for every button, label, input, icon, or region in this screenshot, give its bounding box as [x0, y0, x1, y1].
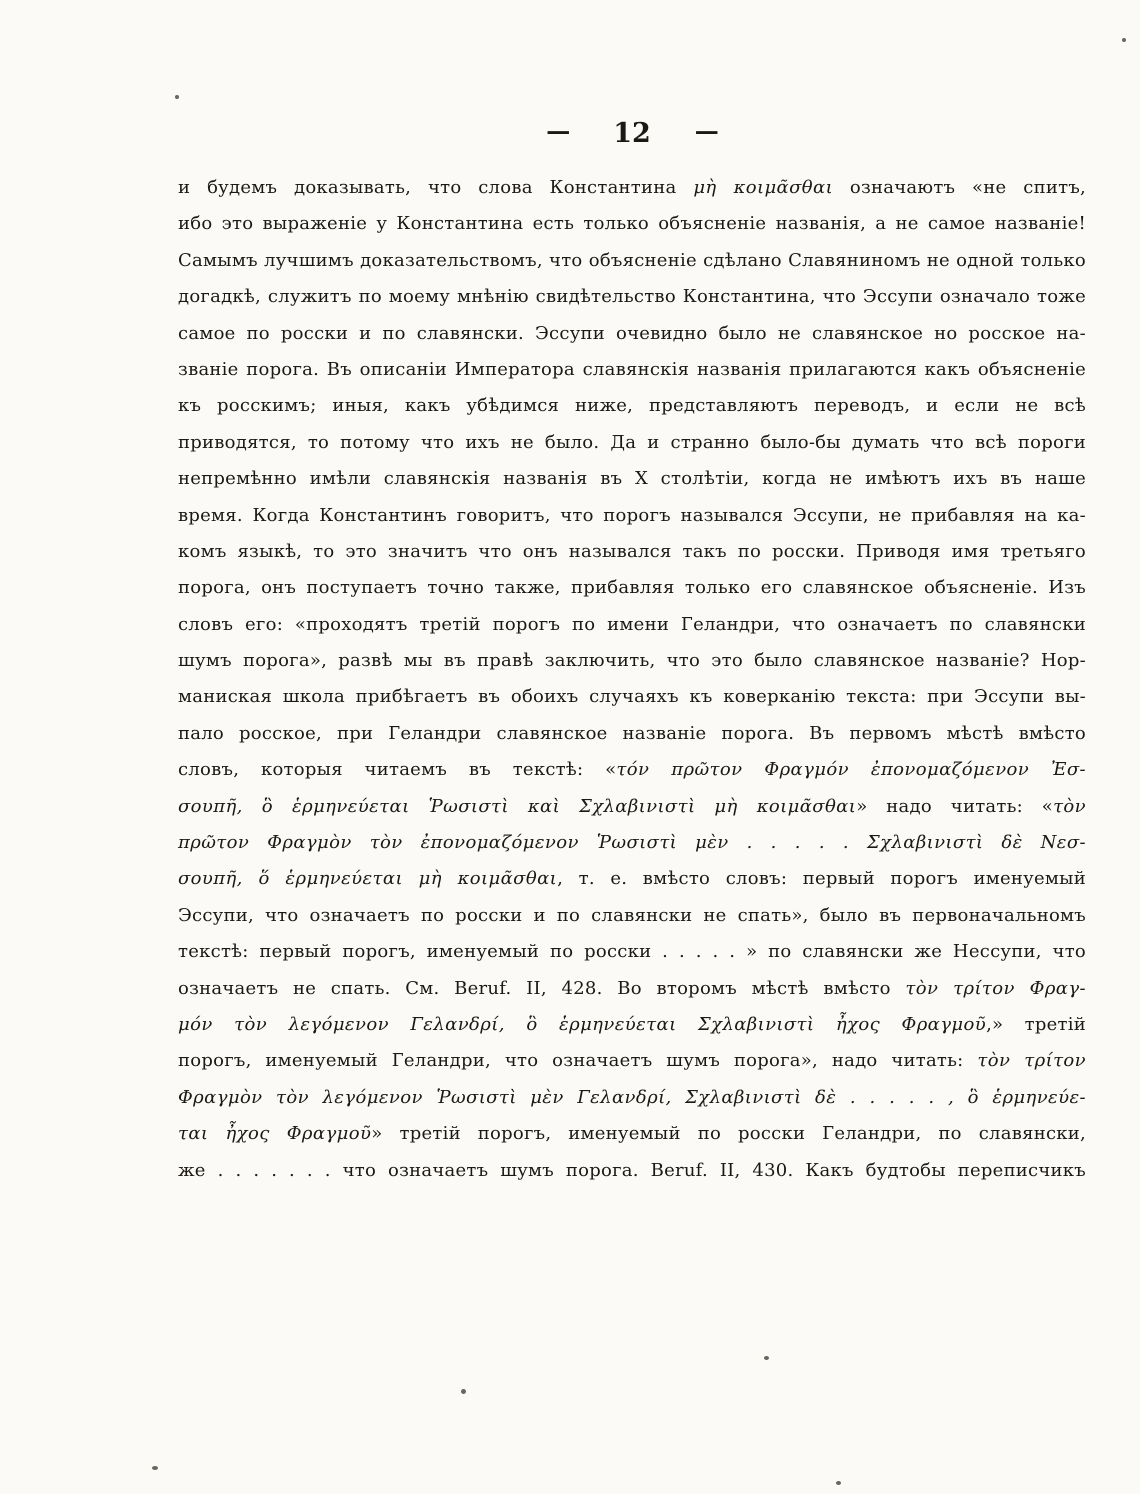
text-segment: самое по росски и по славянски. Эссупи очевидно было не славянское но росское на-: [178, 322, 1086, 344]
greek-phrase: τὸν τρίτον Φραγ-: [905, 977, 1086, 999]
text-segment: означаютъ «не спитъ,: [833, 177, 1086, 198]
text-segment: пало росское, при Геландри славянское названіе порога. Въ первомъ мѣстѣ вмѣсто: [178, 722, 1086, 744]
page-number: 12: [613, 118, 651, 149]
text-segment: же . . . . . . . что означаетъ шумъ порога. Beruf. II, 430. Какъ будтобы переписчикъ: [178, 1159, 1086, 1181]
text-line: [178, 752, 1086, 788]
text-line: [178, 279, 1086, 315]
greek-phrase: σουπῆ, ὃ ἑρμηνεύεται Ῥωσιστὶ καὶ Σχλαβινιστὶ μὴ κοιμᾶσθαι: [178, 795, 857, 817]
text-line: [178, 570, 1086, 606]
text-line: [178, 934, 1086, 970]
text-segment: къ росскимъ; иныя, какъ убѣдимся ниже, представляютъ переводъ, и если не всѣ: [178, 395, 1086, 417]
text-line: [178, 461, 1086, 497]
text-segment: званіе порога. Въ описаніи Императора славянскія названія прилагаются какъ объясненіе: [178, 358, 1086, 380]
text-line: [178, 679, 1086, 715]
scan-speck: [1122, 38, 1126, 42]
text-line: [178, 789, 1086, 825]
text-segment: комъ языкѣ, то это значитъ что онъ назывался такъ по росски. Приводя имя третьяго: [178, 540, 1086, 562]
text-line: [178, 170, 1086, 206]
text-segment: Эссупи, что означаетъ по росски и по славянски не спать», было въ первоначальномъ: [178, 904, 1086, 926]
scan-speck: [175, 95, 179, 99]
text-line: [178, 1153, 1086, 1189]
text-segment: порога, онъ поступаетъ точно также, прибавляя только его славянское объясненіе. Изъ: [178, 577, 1086, 599]
text-line: [178, 861, 1086, 897]
header-left-dash: —: [546, 116, 570, 145]
scan-speck: [152, 1466, 158, 1470]
text-line: [178, 607, 1086, 643]
text-segment: » надо читать: «: [856, 795, 1054, 817]
text-segment: , т. е. вмѣсто словъ: первый порогъ именуемый: [557, 868, 1087, 890]
text-line: [178, 206, 1086, 242]
text-line: [178, 498, 1086, 534]
greek-phrase: Φραγμὸν τὸν λεγόμενον Ῥωσιστὶ μὲν Γελανδρί, Σχλαβινιστὶ δὲ . . . . . , ὃ ἑρμηνεύε-: [178, 1086, 1086, 1108]
greek-phrase: τὸν τρίτον: [977, 1050, 1087, 1072]
text-line: [178, 316, 1086, 352]
text-line: [178, 388, 1086, 424]
text-line: [178, 352, 1086, 388]
greek-phrase: μόν τὸν λεγόμενον Γελανδρί, ὃ ἑρμηνεύεται Σχλαβινιστὶ ἦχος Φραγμοῦ: [178, 1013, 987, 1035]
text-segment: и будемъ доказывать, что слова Константина: [178, 177, 694, 198]
text-line: [178, 825, 1086, 861]
greek-phrase: πρῶτον Φραγμὸν τὸν ἐπονομαζόμενον Ῥωσιστὶ μὲν . . . . . Σχλαβινιστὶ δὲ Νεσ-: [178, 832, 1086, 854]
text-segment: непремѣнно имѣли славянскія названія въ X столѣтіи, когда не имѣютъ ихъ въ наше: [178, 468, 1086, 490]
scan-speck: [764, 1356, 769, 1360]
greek-phrase: μὴ κοιμᾶσθαι: [693, 177, 834, 198]
text-segment: приводятся, то потому что ихъ не было. Да и странно было-бы думать что всѣ пороги: [178, 431, 1086, 453]
text-segment: словъ, которыя читаемъ въ текстѣ: «: [178, 759, 617, 781]
text-line: [178, 1043, 1086, 1079]
text-segment: догадкѣ, служитъ по моему мнѣнію свидѣтельство Константина, что Эссупи означало тоже: [178, 286, 1086, 308]
text-segment: шумъ порога», развѣ мы въ правѣ заключить, что это было славянское названіе? Нор-: [178, 650, 1086, 672]
page-header: [178, 118, 1086, 149]
text-segment: » третій порогъ, именуемый по росски Геландри, по славянски,: [371, 1123, 1086, 1145]
text-block: [178, 170, 1086, 1189]
greek-phrase: σουπῆ, ὅ ἑρμηνεύεται μὴ κοιμᾶσθαι: [178, 868, 558, 890]
text-segment: Самымъ лучшимъ доказательствомъ, что объясненіе сдѣлано Славяниномъ не одной только: [178, 249, 1086, 271]
text-segment: маниская школа прибѣгаетъ въ обоихъ случаяхъ къ коверканію текста: при Эссупи вы-: [178, 686, 1086, 708]
text-line: [178, 1007, 1086, 1043]
text-line: [178, 1080, 1086, 1116]
text-line: [178, 898, 1086, 934]
text-segment: текстѣ: первый порогъ, именуемый по росски . . . . . » по славянски же Нессупи, что: [178, 941, 1086, 963]
greek-phrase: τόν πρῶτον Φραγμόν ἐπονομαζόμενον Ἐσ-: [616, 759, 1086, 781]
text-segment: время. Когда Константинъ говоритъ, что порогъ назывался Эссупи, не прибавляя на ка-: [178, 504, 1086, 526]
text-segment: ибо это выраженіе у Константина есть только объясненіе названія, а не самое названіе!: [178, 213, 1086, 235]
text-line: [178, 1116, 1086, 1152]
text-segment: словъ его: «проходятъ третій порогъ по имени Геландри, что означаетъ по славянски: [178, 613, 1086, 635]
scan-speck: [461, 1389, 466, 1394]
text-segment: означаетъ не спать. См. Beruf. II, 428. Во второмъ мѣстѣ вмѣсто: [178, 977, 906, 999]
text-line: [178, 534, 1086, 570]
text-line: [178, 716, 1086, 752]
text-segment: ,» третій: [986, 1013, 1086, 1035]
text-line: [178, 643, 1086, 679]
scan-speck: [836, 1481, 841, 1485]
text-line: [178, 971, 1086, 1007]
greek-phrase: τὸν: [1053, 795, 1087, 817]
header-right-dash: —: [694, 116, 718, 145]
text-segment: порогъ, именуемый Геландри, что означаетъ шумъ порога», надо читать:: [178, 1050, 978, 1072]
text-line: [178, 425, 1086, 461]
text-line: [178, 243, 1086, 279]
greek-phrase: ται ἦχος Φραγμοῦ: [178, 1123, 372, 1145]
